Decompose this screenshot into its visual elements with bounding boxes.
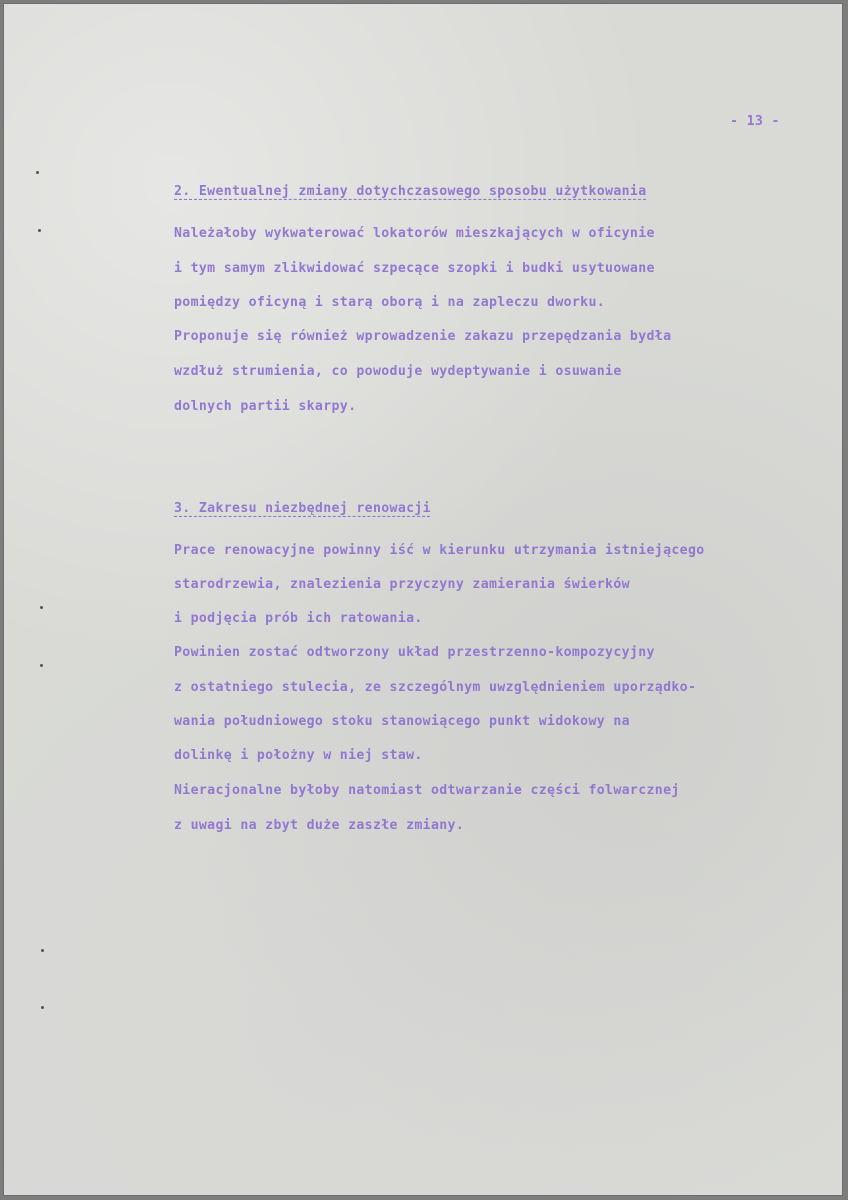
section-3-line: i podjęcia prób ich ratowania. xyxy=(174,611,423,626)
punch-hole-mark xyxy=(36,171,39,174)
section-3-line: z ostatniego stulecia, ze szczególnym uwzględnieniem uporządko- xyxy=(174,680,697,695)
section-3-line: Nieracjonalne byłoby natomiast odtwarzanie części folwarcznej xyxy=(174,783,680,798)
section-2-line: pomiędzy oficyną i starą oborą i na zapleczu dworku. xyxy=(174,295,606,310)
section-3-line: z uwagi na zbyt duże zaszłe zmiany. xyxy=(174,818,465,833)
section-3-line: wania południowego stoku stanowiącego punkt widokowy na xyxy=(174,714,630,729)
section-2-heading: 2. Ewentualnej zmiany dotychczasowego sposobu użytkowania xyxy=(174,184,647,199)
section-2-line: dolnych partii skarpy. xyxy=(174,399,357,414)
section-3-heading: 3. Zakresu niezbędnej renowacji xyxy=(174,501,431,516)
section-2-line: Proponuje się również wprowadzenie zakazu przepędzania bydła xyxy=(174,329,672,344)
section-3-line: starodrzewia, znalezienia przyczyny zamierania świerków xyxy=(174,577,630,592)
section-3-line: dolinkę i położny w niej staw. xyxy=(174,748,423,763)
page-number: - 13 - xyxy=(730,114,780,129)
punch-hole-mark xyxy=(41,1006,44,1009)
section-2-line: wzdłuż strumienia, co powoduje wydeptywanie i osuwanie xyxy=(174,364,622,379)
punch-hole-mark xyxy=(40,606,43,609)
punch-hole-mark xyxy=(38,229,41,232)
document-page xyxy=(3,3,843,1196)
section-3-line: Powinien zostać odtworzony układ przestrzenno-kompozycyjny xyxy=(174,645,655,660)
punch-hole-mark xyxy=(41,949,44,952)
section-2-line: Należałoby wykwaterować lokatorów mieszkających w oficynie xyxy=(174,226,655,241)
section-3-line: Prace renowacyjne powinny iść w kierunku utrzymania istniejącego xyxy=(174,543,705,558)
punch-hole-mark xyxy=(40,664,43,667)
section-2-line: i tym samym zlikwidować szpecące szopki i budki usytuowane xyxy=(174,261,655,276)
